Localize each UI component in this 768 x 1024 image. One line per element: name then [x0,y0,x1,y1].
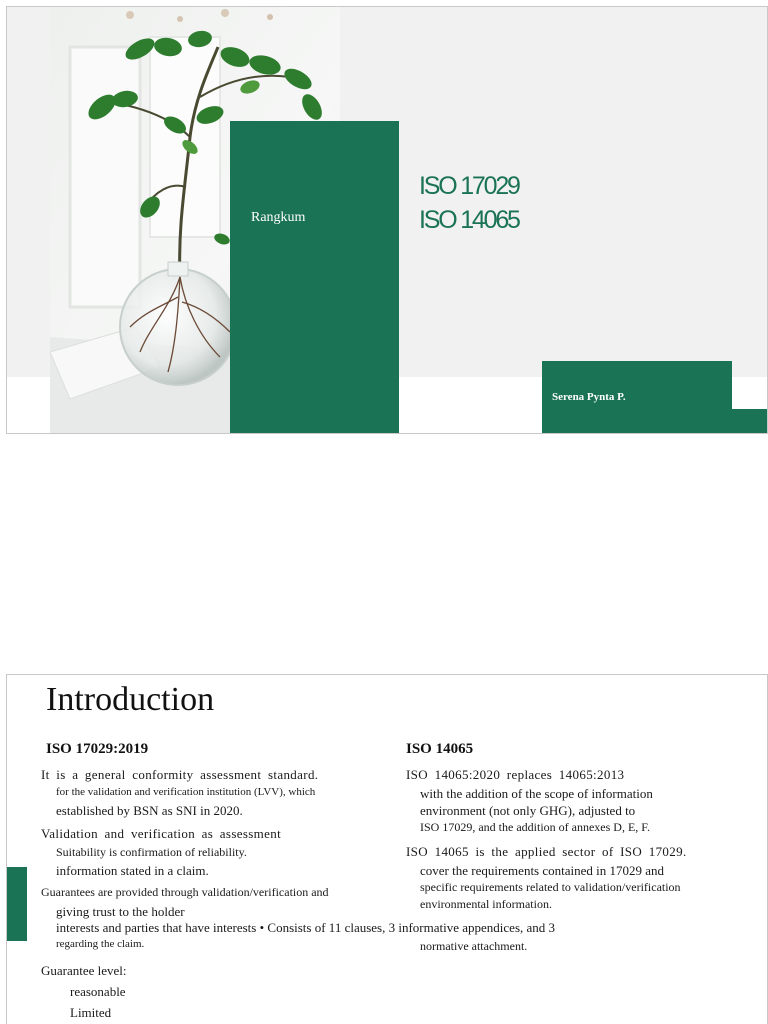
left-line-1: It is a general conformity assessment standard. [41,767,319,782]
right-line-8: environmental information. [420,897,552,911]
right-line-3: environment (not only GHG), adjusted to [420,803,636,818]
left-line-9: interests and parties that have interests • Consists of 11 clauses, 3 informative appendices, and 3 [56,920,556,935]
section-label: Rangkum [251,210,306,225]
introduction-slide [6,674,768,1024]
title-line-1: ISO 17029 [419,172,519,200]
green-accent-bar [7,867,27,941]
right-line-1: ISO 14065:2020 replaces 14065:2013 [406,767,625,782]
right-line-2: with the addition of the scope of information [420,786,653,801]
left-line-3: established by BSN as SNI in 2020. [56,803,243,818]
title-green-panel [230,121,399,434]
iso-17029-heading: ISO 17029:2019 [46,741,149,757]
left-line-12: reasonable [70,984,126,999]
iso-14065-heading: ISO 14065 [406,741,474,757]
left-line-6: information stated in a claim. [56,863,209,878]
right-line-6: cover the requirements contained in 17029 and [420,863,665,878]
title-line-2: ISO 14065 [419,206,519,234]
author-green-tab [732,409,768,434]
left-line-4: Validation and verification as assessment [41,826,282,841]
author-name: Serena Pynta P. [552,391,626,403]
left-line-2: for the validation and verification institution (LVV), which [56,786,316,798]
left-line-10: regarding the claim. [56,938,145,950]
title-slide [6,6,768,434]
left-line-8: giving trust to the holder [56,904,185,919]
right-line-7: specific requirements related to validation/verification [420,880,681,894]
right-line-4: ISO 17029, and the addition of annexes D, E, F. [420,820,651,834]
left-line-5: Suitability is confirmation of reliability. [56,845,247,859]
right-line-5: ISO 14065 is the applied sector of ISO 17029. [406,844,687,859]
slide-title: Introduction [46,681,215,718]
slide-title [419,169,519,237]
left-line-11: Guarantee level: [41,963,127,978]
left-line-7: Guarantees are provided through validation/verification and [41,885,329,899]
left-line-13: Limited [70,1005,112,1020]
right-line-9: normative attachment. [420,939,528,953]
